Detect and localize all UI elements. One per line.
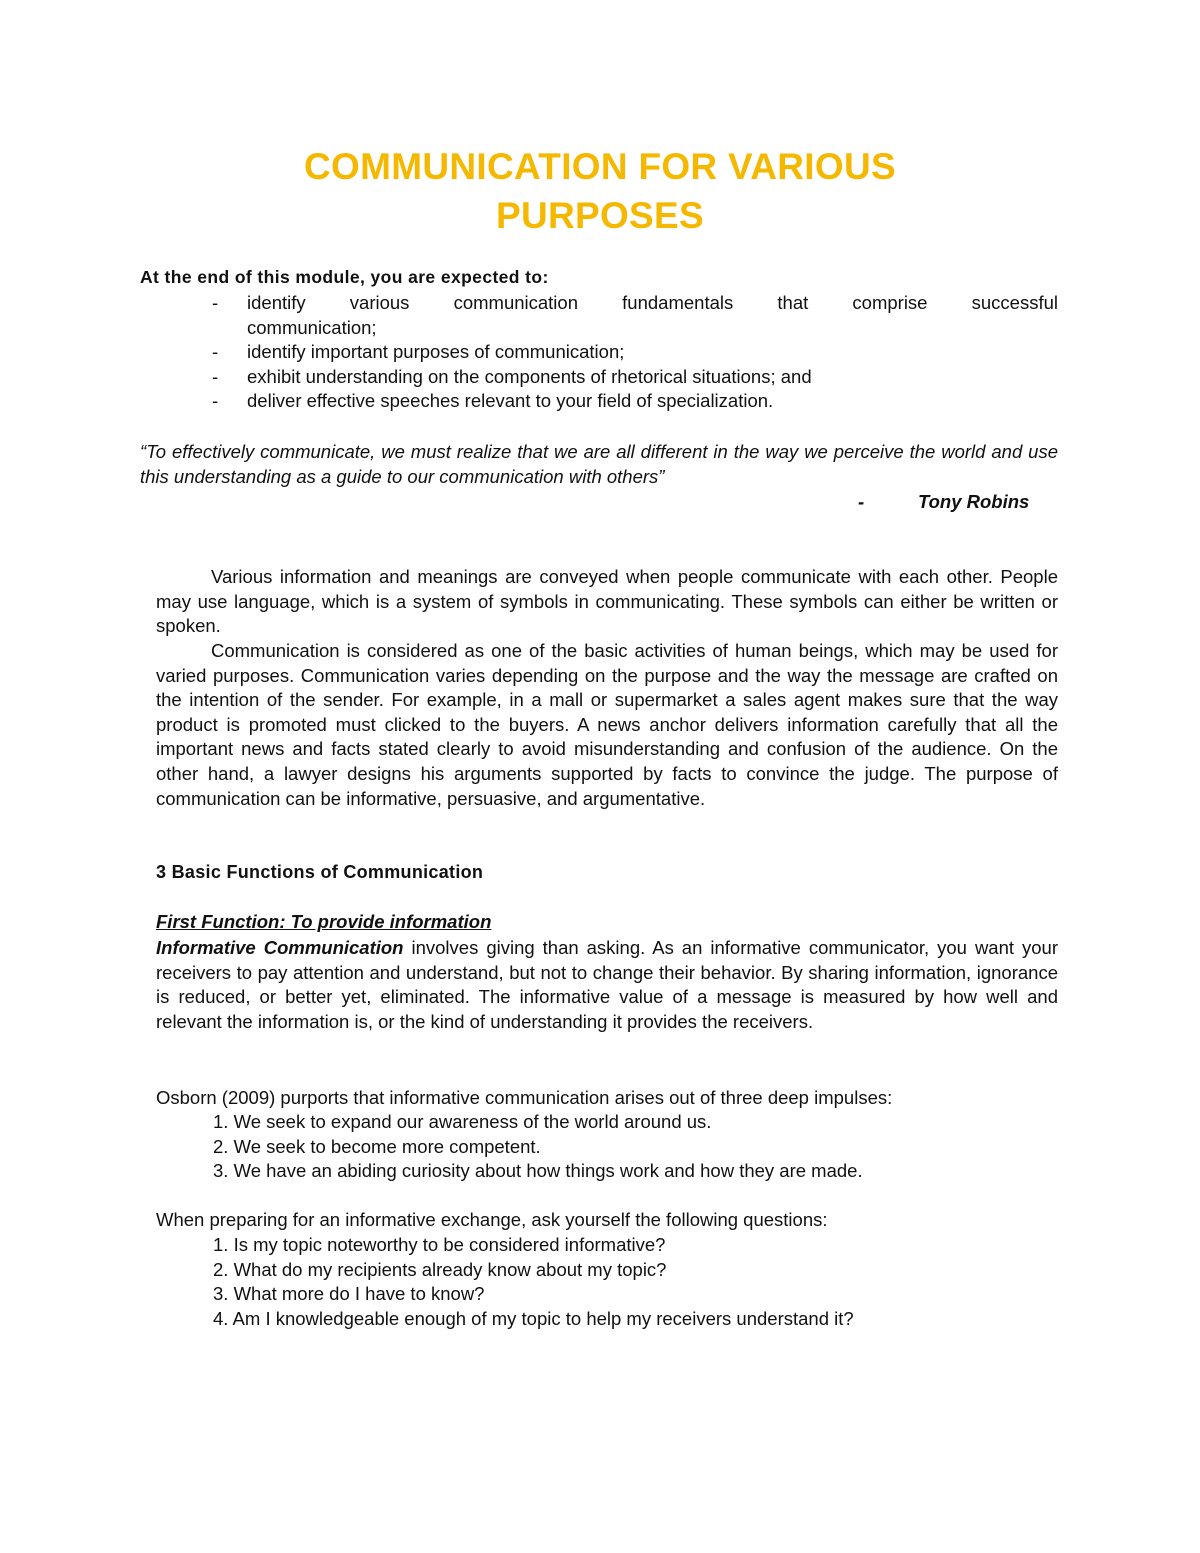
section-heading: 3 Basic Functions of Communication bbox=[156, 862, 484, 882]
quote-text: “To effectively communicate, we must realize that we are all different in the way we perceive the world and use this understanding as a guide to our communication with others” bbox=[140, 441, 1058, 487]
first-function-title: First Function: To provide information bbox=[156, 911, 492, 932]
objective-text: deliver effective speeches relevant to your field of specialization. bbox=[247, 390, 774, 412]
objective-bullet: - bbox=[212, 341, 219, 363]
intro-paragraph-1: Various information and meanings are conveyed when people communicate with each other. People may use language, which is a system of symbols in communicating. These symbols can either be written or spoken. bbox=[156, 566, 1058, 637]
page-title bbox=[0, 142, 1200, 240]
list-item: 3. What more do I have to know? bbox=[213, 1283, 485, 1305]
objective-text-line-2: communication; bbox=[247, 316, 377, 338]
intro-paragraph-2: Communication is considered as one of the basic activities of human beings, which may be used for varied purposes. Communication varies depending on the purpose and the way the message are crafted on the intention of the sender. For example, in a mall or supermarket a sales agent makes sure that the way product is promoted must clicked to the buyers. A news anchor delivers information carefully that all the important news and facts stated clearly to avoid misunderstanding and confusion of the audience. On the other hand, a lawyer designs his arguments supported by facts to convince the judge. The purpose of communication can be informative, persuasive, and argumentative. bbox=[156, 640, 1058, 809]
objectives-heading: At the end of this module, you are expected to: bbox=[140, 267, 549, 287]
questions-list bbox=[156, 1233, 1058, 1331]
page-title-line-1: COMMUNICATION FOR VARIOUS bbox=[304, 146, 896, 187]
page-title-line-2: PURPOSES bbox=[495, 195, 704, 236]
objective-text: identify important purposes of communication; bbox=[247, 341, 625, 363]
first-function-description: involves giving than asking. As an informative communicator, you want your receivers to pay attention and understand, but not to change their behavior. By sharing information, ignorance is reduced, or better yet, eliminated. The informative value of a message is measured by how well and relevant the information is, or the kind of understanding it provides the receivers. bbox=[156, 937, 1058, 1032]
objective-item bbox=[140, 365, 1058, 390]
objective-text: exhibit understanding on the components of rhetorical situations; and bbox=[247, 365, 812, 387]
objective-item bbox=[140, 340, 1058, 365]
objective-bullet: - bbox=[212, 390, 219, 412]
list-item: 1. We seek to expand our awareness of the world around us. bbox=[213, 1111, 712, 1132]
impulses-intro: Osborn (2009) purports that informative communication arises out of three deep impulses: bbox=[156, 1087, 893, 1108]
list-item: 1. Is my topic noteworthy to be considered informative? bbox=[213, 1234, 666, 1255]
list-item: 2. We seek to become more competent. bbox=[213, 1135, 541, 1157]
objectives-list bbox=[140, 291, 1058, 414]
objective-item bbox=[140, 291, 1058, 340]
quote-dash: - bbox=[858, 491, 865, 512]
questions-intro: When preparing for an informative exchange, ask yourself the following questions: bbox=[156, 1209, 828, 1230]
first-function-paragraph bbox=[156, 936, 1058, 1034]
list-item: 2. What do my recipients already know about my topic? bbox=[213, 1258, 667, 1280]
list-item: 4. Am I knowledgeable enough of my topic to help my receivers understand it? bbox=[213, 1307, 854, 1329]
impulses-list bbox=[156, 1110, 1058, 1184]
objective-bullet: - bbox=[212, 292, 219, 313]
objective-bullet: - bbox=[212, 365, 219, 387]
quote-attribution bbox=[858, 489, 1029, 514]
objective-item bbox=[140, 389, 1058, 414]
list-item: 3. We have an abiding curiosity about how things work and how they are made. bbox=[213, 1160, 863, 1182]
first-function-term: Informative Communication bbox=[156, 937, 404, 958]
objective-text-line-1: identify various communication fundamentals that comprise successful bbox=[247, 292, 1058, 313]
quote-author: Tony Robins bbox=[918, 491, 1030, 512]
